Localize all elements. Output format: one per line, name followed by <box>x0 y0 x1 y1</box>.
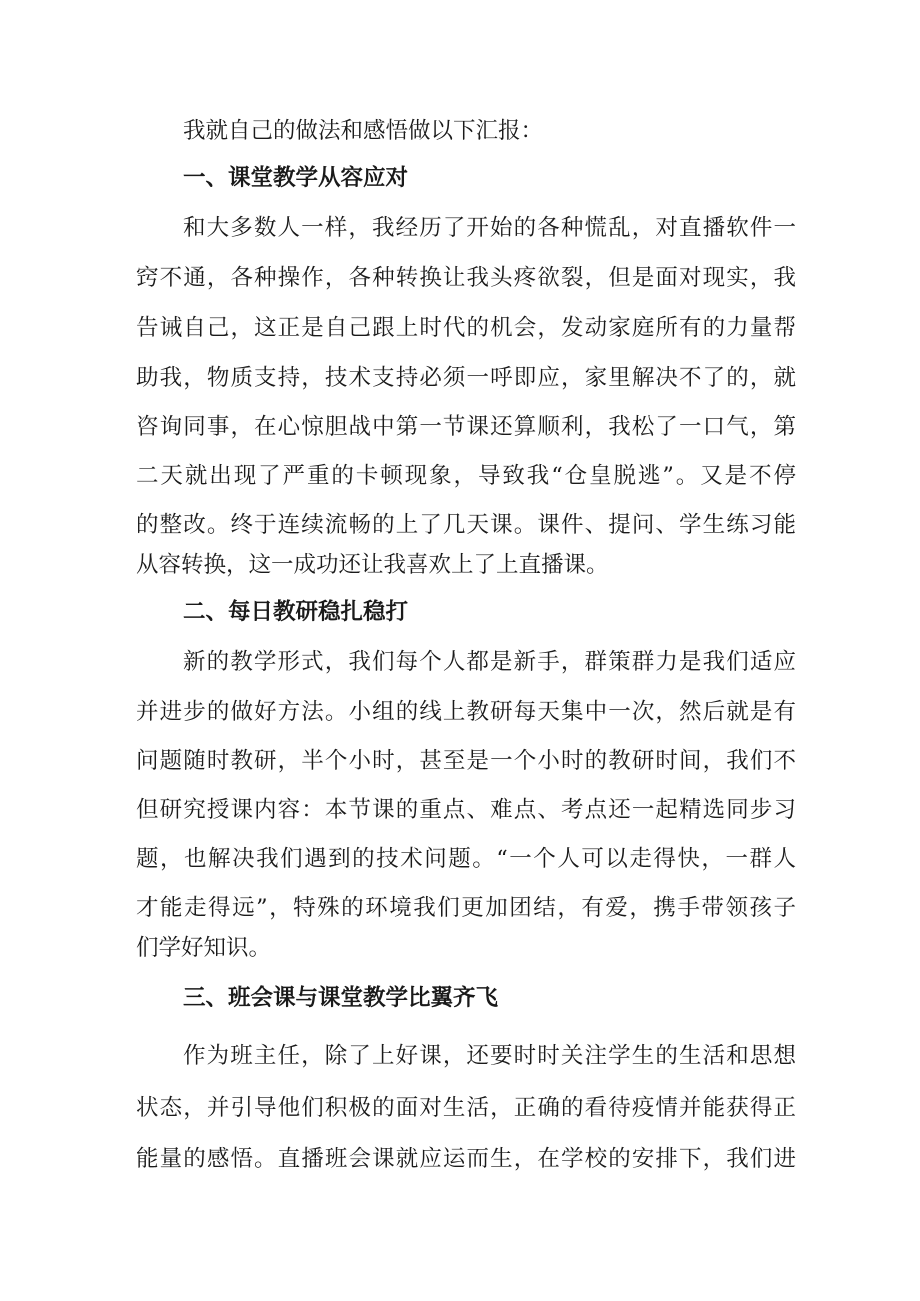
section-3-heading: 三、班会课与课堂教学比翼齐飞 <box>183 985 499 1011</box>
section-1-line-6: 二天就出现了严重的卡顿现象，导致我“仓皇脱逃”。又是不停 <box>136 463 796 489</box>
section-1-line-8: 从容转换，这一成功还让我喜欢上了上直播课。 <box>136 552 609 578</box>
section-2-line-4: 但研究授课内容：本节课的重点、难点、考点还一起精选同步习 <box>136 797 796 823</box>
section-2-heading: 二、每日教研稳扎稳打 <box>183 599 409 625</box>
section-2-line-3: 问题随时教研，半个小时，甚至是一个小时的教研时间，我们不 <box>136 748 796 774</box>
section-3-line-3: 能量的感悟。直播班会课就应运而生，在学校的安排下，我们进 <box>136 1146 796 1172</box>
section-1-line-3: 告诫自己，这正是自己跟上时代的机会，发动家庭所有的力量帮 <box>136 315 796 341</box>
section-1-heading: 一、课堂教学从容应对 <box>183 165 409 191</box>
section-3-line-2: 状态，并引导他们积极的面对生活，正确的看待疫情并能获得正 <box>136 1095 796 1121</box>
section-2-line-6: 才能走得远”，特殊的环境我们更加团结，有爱，携手带领孩子 <box>136 895 796 921</box>
intro-line: 我就自己的做法和感悟做以下汇报： <box>183 118 544 144</box>
section-1-line-2: 窍不通，各种操作，各种转换让我头疼欲裂，但是面对现实，我 <box>136 265 796 291</box>
section-2-line-2: 并进步的做好方法。小组的线上教研每天集中一次，然后就是有 <box>136 699 796 725</box>
section-2-line-7: 们学好知识。 <box>136 935 272 961</box>
section-1-line-4: 助我，物质支持，技术支持必须一呼即应，家里解决不了的，就 <box>136 365 796 391</box>
section-1-line-7: 的整改。终于连续流畅的上了几天课。课件、提问、学生练习能 <box>136 512 796 538</box>
section-1-line-5: 咨询同事，在心惊胆战中第一节课还算顺利，我松了一口气，第 <box>136 414 796 440</box>
section-2-line-1: 新的教学形式，我们每个人都是新手，群策群力是我们适应 <box>183 649 796 675</box>
section-2-line-5: 题，也解决我们遇到的技术问题。“一个人可以走得快，一群人 <box>136 846 796 872</box>
section-1-line-1: 和大多数人一样，我经历了开始的各种慌乱，对直播软件一 <box>183 215 796 241</box>
section-3-line-1: 作为班主任，除了上好课，还要时时关注学生的生活和思想 <box>183 1043 796 1069</box>
